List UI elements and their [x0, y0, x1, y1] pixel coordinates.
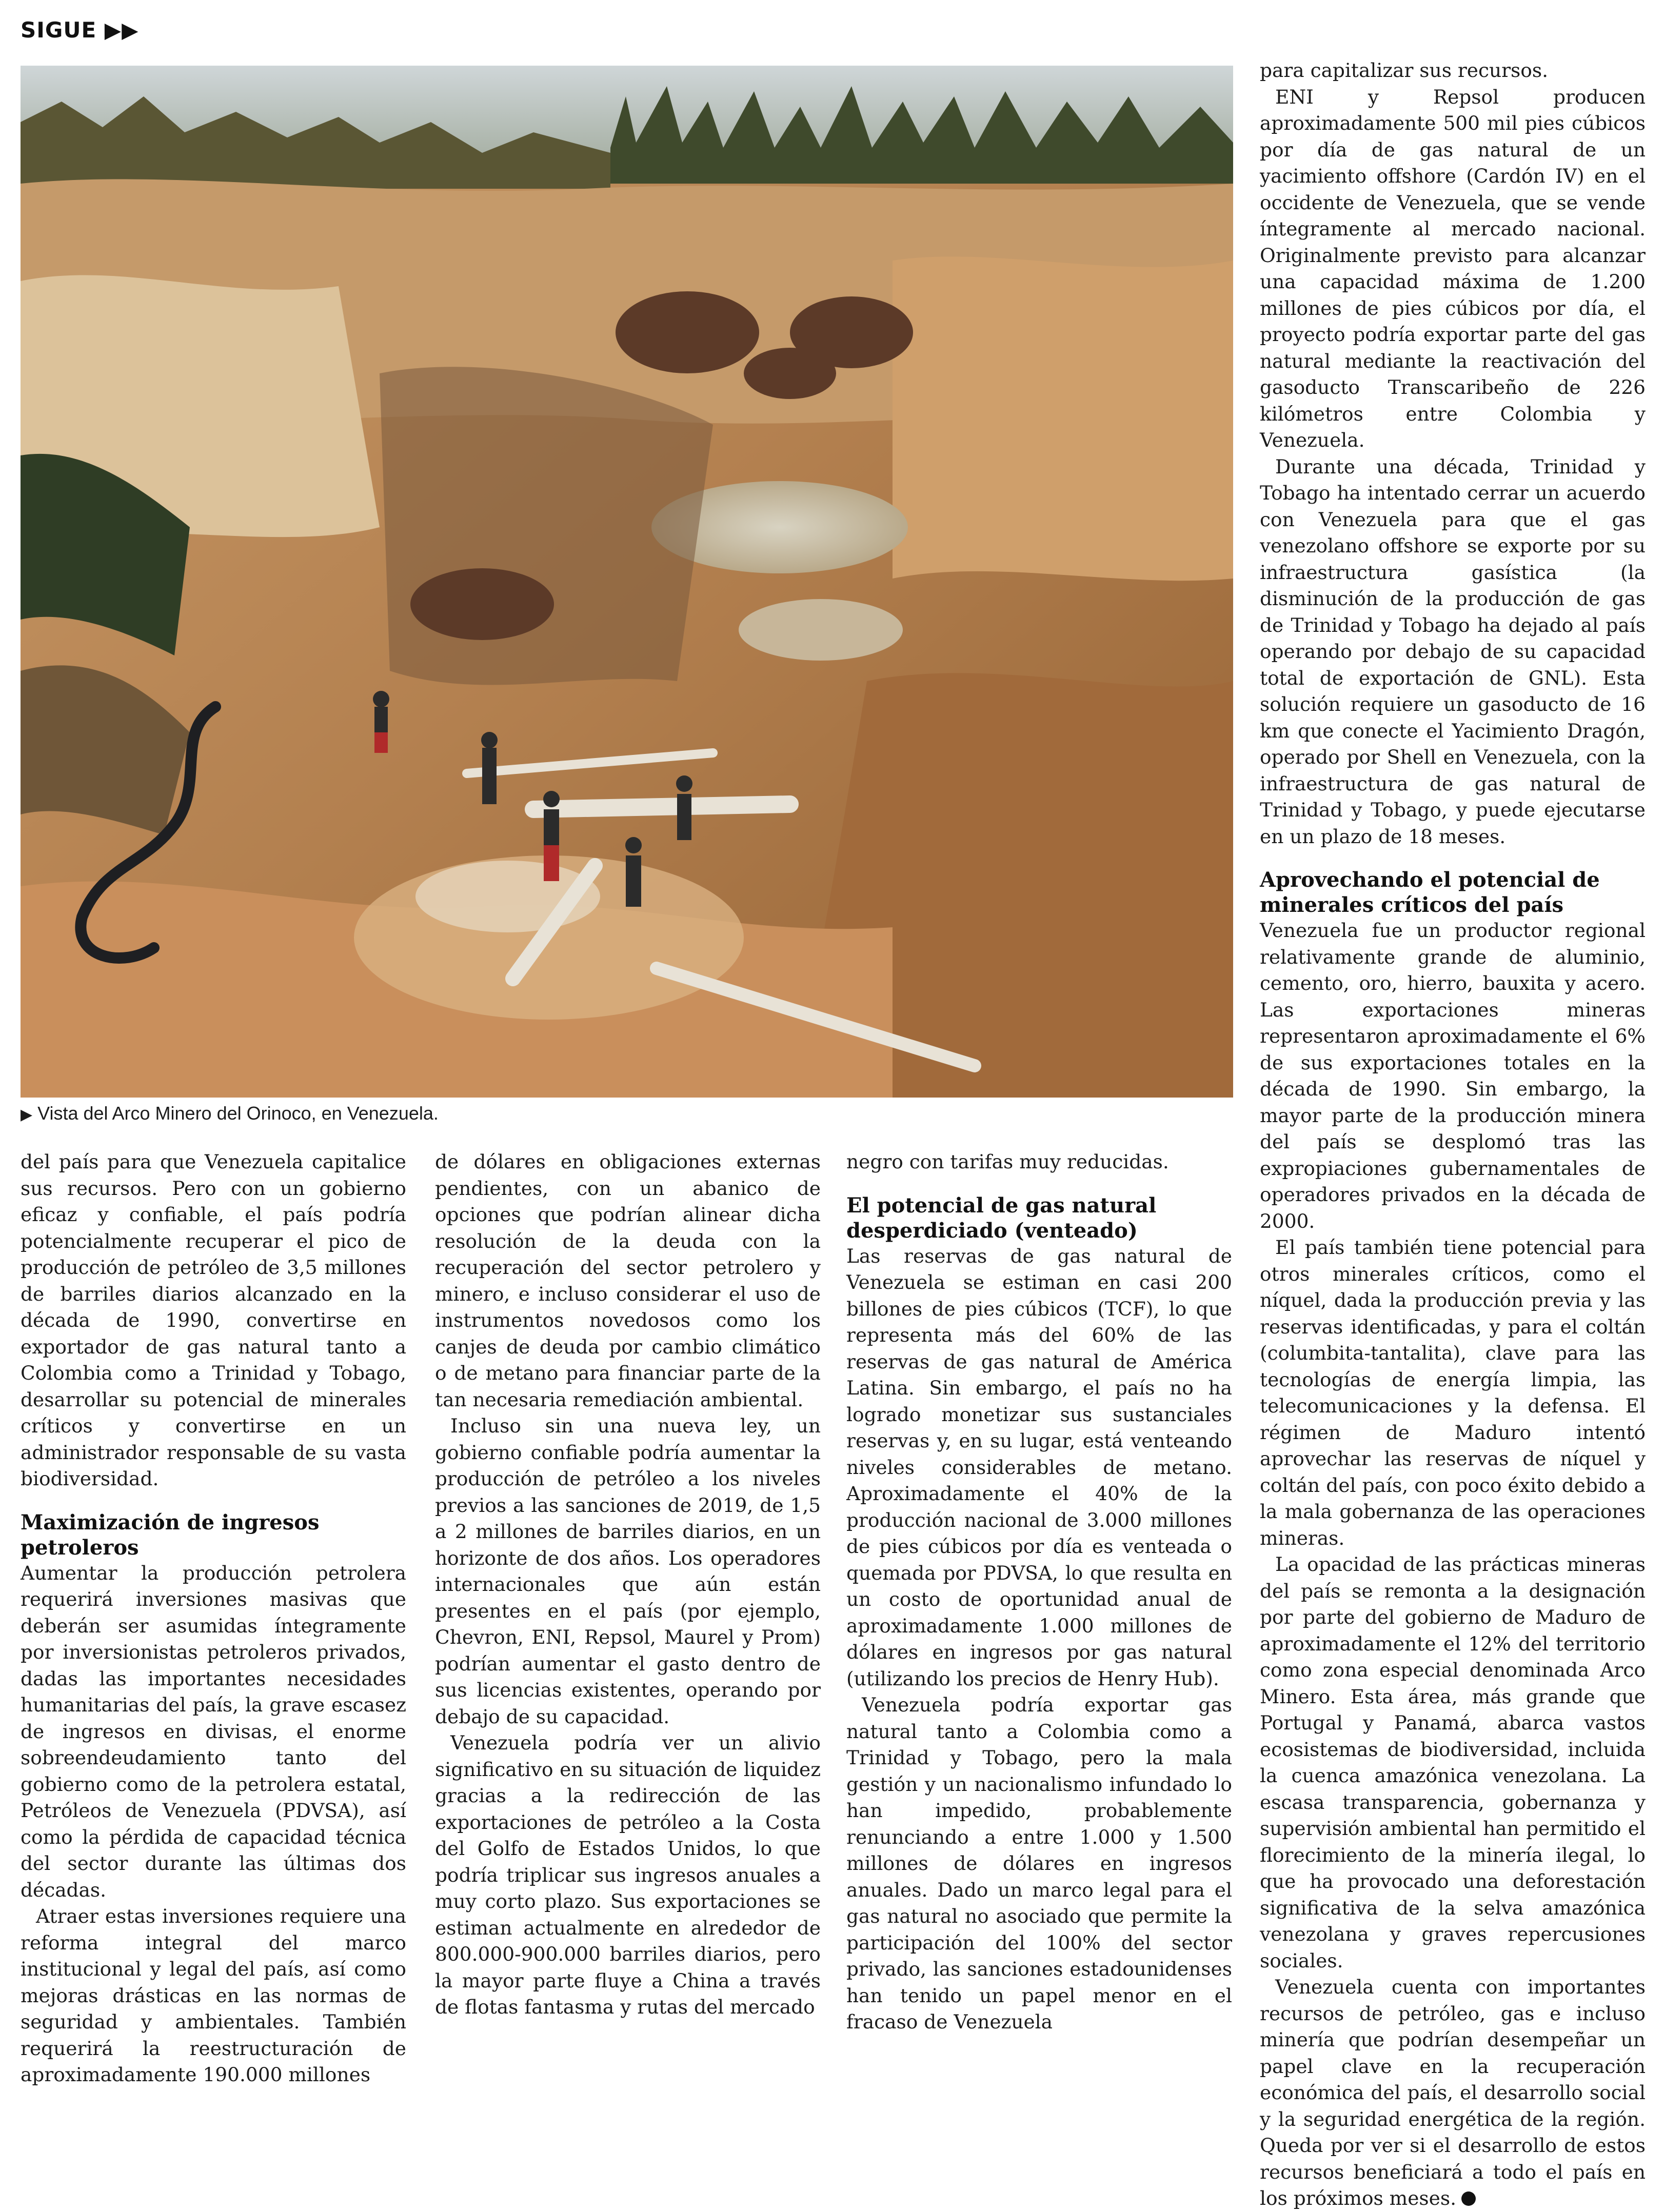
photo-caption — [21, 1103, 1233, 1124]
section-heading: El potencial de gas natural desperdiciado (venteado) — [846, 1193, 1157, 1243]
paragraph: Venezuela podría exportar gas natural tanto a Colombia como a Trinidad y Tobago, pero la mala gestión y un nacionalismo infundado lo han impedido, probablemente renunciando a entre 1.000 y 1.500 millones de dólares en ingresos anuales. Dado un marco legal para el gas natural no asociado que permite la participación del 100% del sector privado, las sanciones estadounidenses han tenido un papel menor en el fracaso de Venezuela — [846, 1693, 1232, 2033]
article-column-3 — [846, 1149, 1232, 2036]
article-column-1 — [21, 1149, 406, 2088]
caption-text: Vista del Arco Minero del Orinoco, en Venezuela. — [37, 1103, 439, 1124]
paragraph: Incluso sin una nueva ley, un gobierno confiable podría aumentar la producción de petróleo a los niveles previos a las sanciones de 2019, de 1,5 a 2 millones de barriles diarios, en un horizonte de dos años. Los operadores internacionales que aún están presentes en el país (por ejemplo, Chevron, ENI, Repsol, Maurel y Prom) podrían aumentar el gasto dentro de sus licencias existentes, operando por debajo de su capacidad. — [435, 1414, 821, 1728]
continue-label: SIGUE ▶▶ — [21, 17, 139, 43]
section-heading: Maximización de ingresos petroleros — [21, 1510, 320, 1560]
paragraph: negro con tarifas muy reducidas. — [846, 1150, 1169, 1173]
mining-photo — [21, 66, 1233, 1098]
paragraph: ENI y Repsol producen aproximadamente 500 mil pies cúbicos por día de gas natural de un yacimiento offshore (Cardón IV) en el occidente de Venezuela, que se vende íntegramente al mercado nacional. Originalmente previsto para alcanzar una capacidad máxima de 1.200 millones de pies cúbicos por día, el proyecto podría exportar parte del gas natural mediante la reactivación del gasoducto Transcaribeño de 226 kilómetros entre Colombia y Venezuela. — [1260, 85, 1646, 451]
article-column-2 — [435, 1149, 821, 2021]
paragraph-text: Venezuela cuenta con importantes recursos de petróleo, gas e incluso minería que podrían desempeñar un papel clave en la recuperación económica del país, el desarrollo social y la seguridad energética de la región. Queda por ver si el desarrollo de estos recursos beneficiará a todo el país en los próximos meses. — [1260, 1976, 1646, 2209]
end-mark-icon — [1461, 2191, 1476, 2206]
paragraph: Venezuela fue un productor regional relativamente grande de aluminio, cemento, oro, hierro, bauxita y acero. Las exportaciones mineras representaron aproximadamente el 6% de sus exportaciones totales en la década de 1990. Sin embargo, la mayor parte de la producción minera del país se desplomó tras las expropiaciones gubernamentales de operadores privados en la década de 2000. — [1260, 919, 1646, 1232]
paragraph: El país también tiene potencial para otros minerales críticos, como el níquel, dada la producción previa y las reservas identificadas, y para el coltán (columbita-tantalita), clave para las tecnologías de energía limpia, las telecomunicaciones y la defensa. El régimen de Maduro intentó aprovechar las reservas de níquel y coltán del país, con poco éxito debido a la mala gobernanza de las operaciones mineras. — [1260, 1236, 1646, 1549]
final-paragraph — [1260, 1974, 1646, 2212]
paragraph: del país para que Venezuela capitalice sus recursos. Pero con un gobierno eficaz y confiable, el país podría potencialmente recuperar el pico de producción de petróleo de 3,5 millones de barriles diarios alcanzado en la década de 1990, convertirse en exportador de gas natural tanto a Colombia como a Trinidad y Tobago, desarrollar su potencial de minerales críticos y convertirse en un administrador responsable de su vasta biodiversidad. — [21, 1150, 406, 1490]
section-heading: Aprovechando el potencial de minerales críticos del país — [1260, 868, 1600, 917]
article-column-4 — [1260, 57, 1646, 2212]
paragraph: Atraer estas inversiones requiere una reforma integral del marco institucional y legal del país, así como mejoras drásticas en las normas de seguridad y ambientales. También requerirá la reestructuración de aproximadamente 190.000 millones — [21, 1905, 406, 2086]
triangle-icon: ▶ — [21, 1106, 33, 1123]
paragraph: de dólares en obligaciones externas pendientes, con un abanico de opciones que podrían alinear dicha resolución de la deuda con la recuperación del sector petrolero y minero, e incluso considerar el uso de instrumentos novedosos como los canjes de deuda por cambio climático o de metano para financiar parte de la tan necesaria remediación ambiental. — [435, 1150, 821, 1411]
paragraph: Venezuela podría ver un alivio significativo en su situación de liquidez gracias a la redirección de las exportaciones de petróleo a la Costa del Golfo de Estados Unidos, lo que podría triplicar sus ingresos anuales a muy corto plazo. Sus exportaciones se estiman actualmente en alrededor de 800.000-900.000 barriles diarios, pero la mayor parte fluye a China a través de flotas fantasma y rutas del mercado — [435, 1731, 821, 2018]
paragraph: La opacidad de las prácticas mineras del país se remonta a la designación por parte del gobierno de Maduro de aproximadamente el 12% del territorio como zona especial denominada Arco Minero. Esta área, más grande que Portugal y Panamá, abarca vastos ecosistemas de biodiversidad, incluida la cuenca amazónica venezolana. La escasa transparencia, gobernanza y supervisión ambiental han permitido el florecimiento de la minería ilegal, lo que ha provocado una deforestación significativa de la selva amazónica venezolana y graves repercusiones sociales. — [1260, 1553, 1646, 1972]
paragraph: para capitalizar sus recursos. — [1260, 59, 1549, 82]
paragraph: Aumentar la producción petrolera requerirá inversiones masivas que deberán ser asumidas íntegramente por inversionistas petroleros privados, dadas las importantes necesidades humanitarias del país, la grave escasez de ingresos en divisas, el enorme sobreendeudamiento tanto del gobierno como de la petrolera estatal, Petróleos de Venezuela (PDVSA), así como la pérdida de capacidad técnica del sector durante las últimas dos décadas. — [21, 1561, 406, 1901]
paragraph: Las reservas de gas natural de Venezuela se estiman en casi 200 billones de pies cúbicos (TCF), lo que representa más del 60% de las reservas de gas natural de América Latina. Sin embargo, el país no ha logrado monetizar sus sustanciales reservas y, en su lugar, está venteando niveles considerables de metano. Aproximadamente el 40% de la producción nacional de 3.000 millones de pies cúbicos por día es venteada o quemada por PDVSA, lo que resulta en un costo de oportunidad anual de aproximadamente 1.000 millones de dólares en ingresos por gas natural (utilizando los precios de Henry Hub). — [846, 1244, 1232, 1690]
paragraph: Durante una década, Trinidad y Tobago ha intentado cerrar un acuerdo con Venezuela para que el gas venezolano offshore se exporte por su infraestructura gasística (la disminución de la producción de gas de Trinidad y Tobago ha dejado al país operando por debajo de su capacidad total de exportación de GNL). Esta solución requiere un gasoducto de 16 km que conecte el Yacimiento Dragón, operado por Shell en Venezuela, con la infraestructura de gas natural de Trinidad y Tobago, y puede ejecutarse en un plazo de 18 meses. — [1260, 455, 1646, 848]
